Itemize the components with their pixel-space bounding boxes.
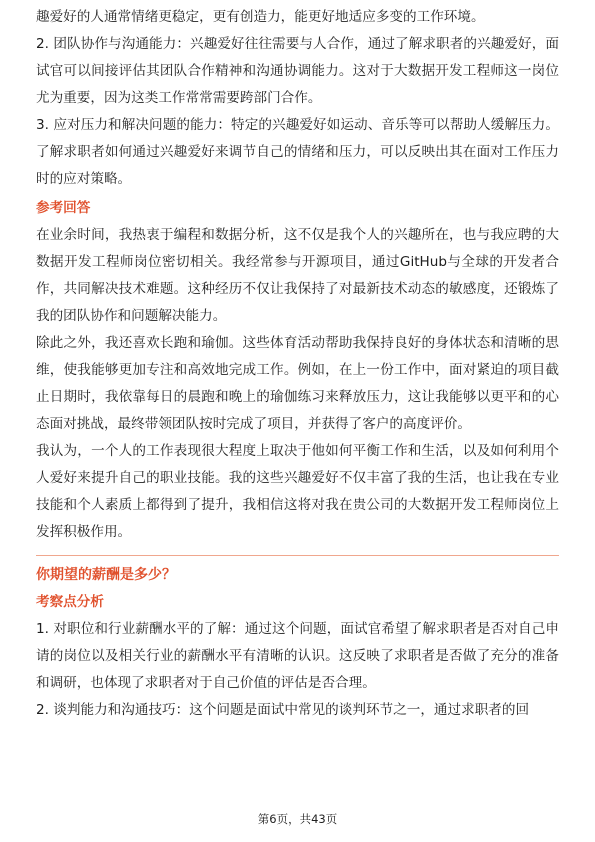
reference-answer-heading: 参考回答 [36,200,91,216]
reference-paragraph: 除此之外，我还喜欢长跑和瑜伽。这些体育活动帮助我保持良好的身体状态和清晰的思维，使我能够更加专注和高效地完成工作。例如，在上一份工作中，面对紧迫的项目截止日期时，我依靠每日的晨跑和晚上的瑜伽练习来释放压力，这让我能够以更平和的心态面对挑战，最终带领团队按时完成了项目，并获得了客户的高度评价。 [36,335,559,432]
reference-paragraph: 在业余时间，我热衷于编程和数据分析，这不仅是我个人的兴趣所在，也与我应聘的大数据开发工程师岗位密切相关。我经常参与开源项目，通过GitHub与全球的开发者合作，共同解决技术难题。这种经历不仅让我保持了对最新技术动态的敏感度，还锻炼了我的团队协作和问题解决能力。 [36,227,559,324]
point-pressure: 3. 应对压力和解决问题的能力：特定的兴趣爱好如运动、音乐等可以帮助人缓解压力。了解求职者如何通过兴趣爱好来调节自己的情绪和压力，可以反映出其在面对工作压力时的应对策略。 [36,117,559,187]
question-title: 你期望的薪酬是多少？ [36,567,176,583]
page-content [36,4,559,724]
point-continued: 趣爱好的人通常情绪更稳定，更有创造力，能更好地适应多变的工作环境。 [36,9,485,25]
analysis-point: 1. 对职位和行业薪酬水平的了解：通过这个问题，面试官希望了解求职者是否对自己申请的岗位以及相关行业的薪酬水平有清晰的认识。这反映了求职者是否做了充分的准备和调研，也体现了求职者对于自己价值的评估是否合理。 [36,621,559,691]
page-number: 第6页，共43页 [257,812,338,826]
reference-paragraph: 我认为，一个人的工作表现很大程度上取决于他如何平衡工作和生活，以及如何利用个人爱好来提升自己的职业技能。我的这些兴趣爱好不仅丰富了我的生活，也让我在专业技能和个人素质上都得到了提升，我相信这将对我在贵公司的大数据开发工程师岗位上发挥积极作用。 [36,443,559,540]
analysis-heading: 考察点分析 [36,594,104,610]
point-teamwork: 2. 团队协作与沟通能力：兴趣爱好往往需要与人合作，通过了解求职者的兴趣爱好，面试官可以间接评估其团队合作精神和沟通协调能力。这对于大数据开发工程师这一岗位尤为重要，因为这类工作常常需要跨部门合作。 [36,36,559,106]
analysis-point: 2. 谈判能力和沟通技巧：这个问题是面试中常见的谈判环节之一，通过求职者的回 [36,702,530,718]
section-divider [36,555,559,556]
